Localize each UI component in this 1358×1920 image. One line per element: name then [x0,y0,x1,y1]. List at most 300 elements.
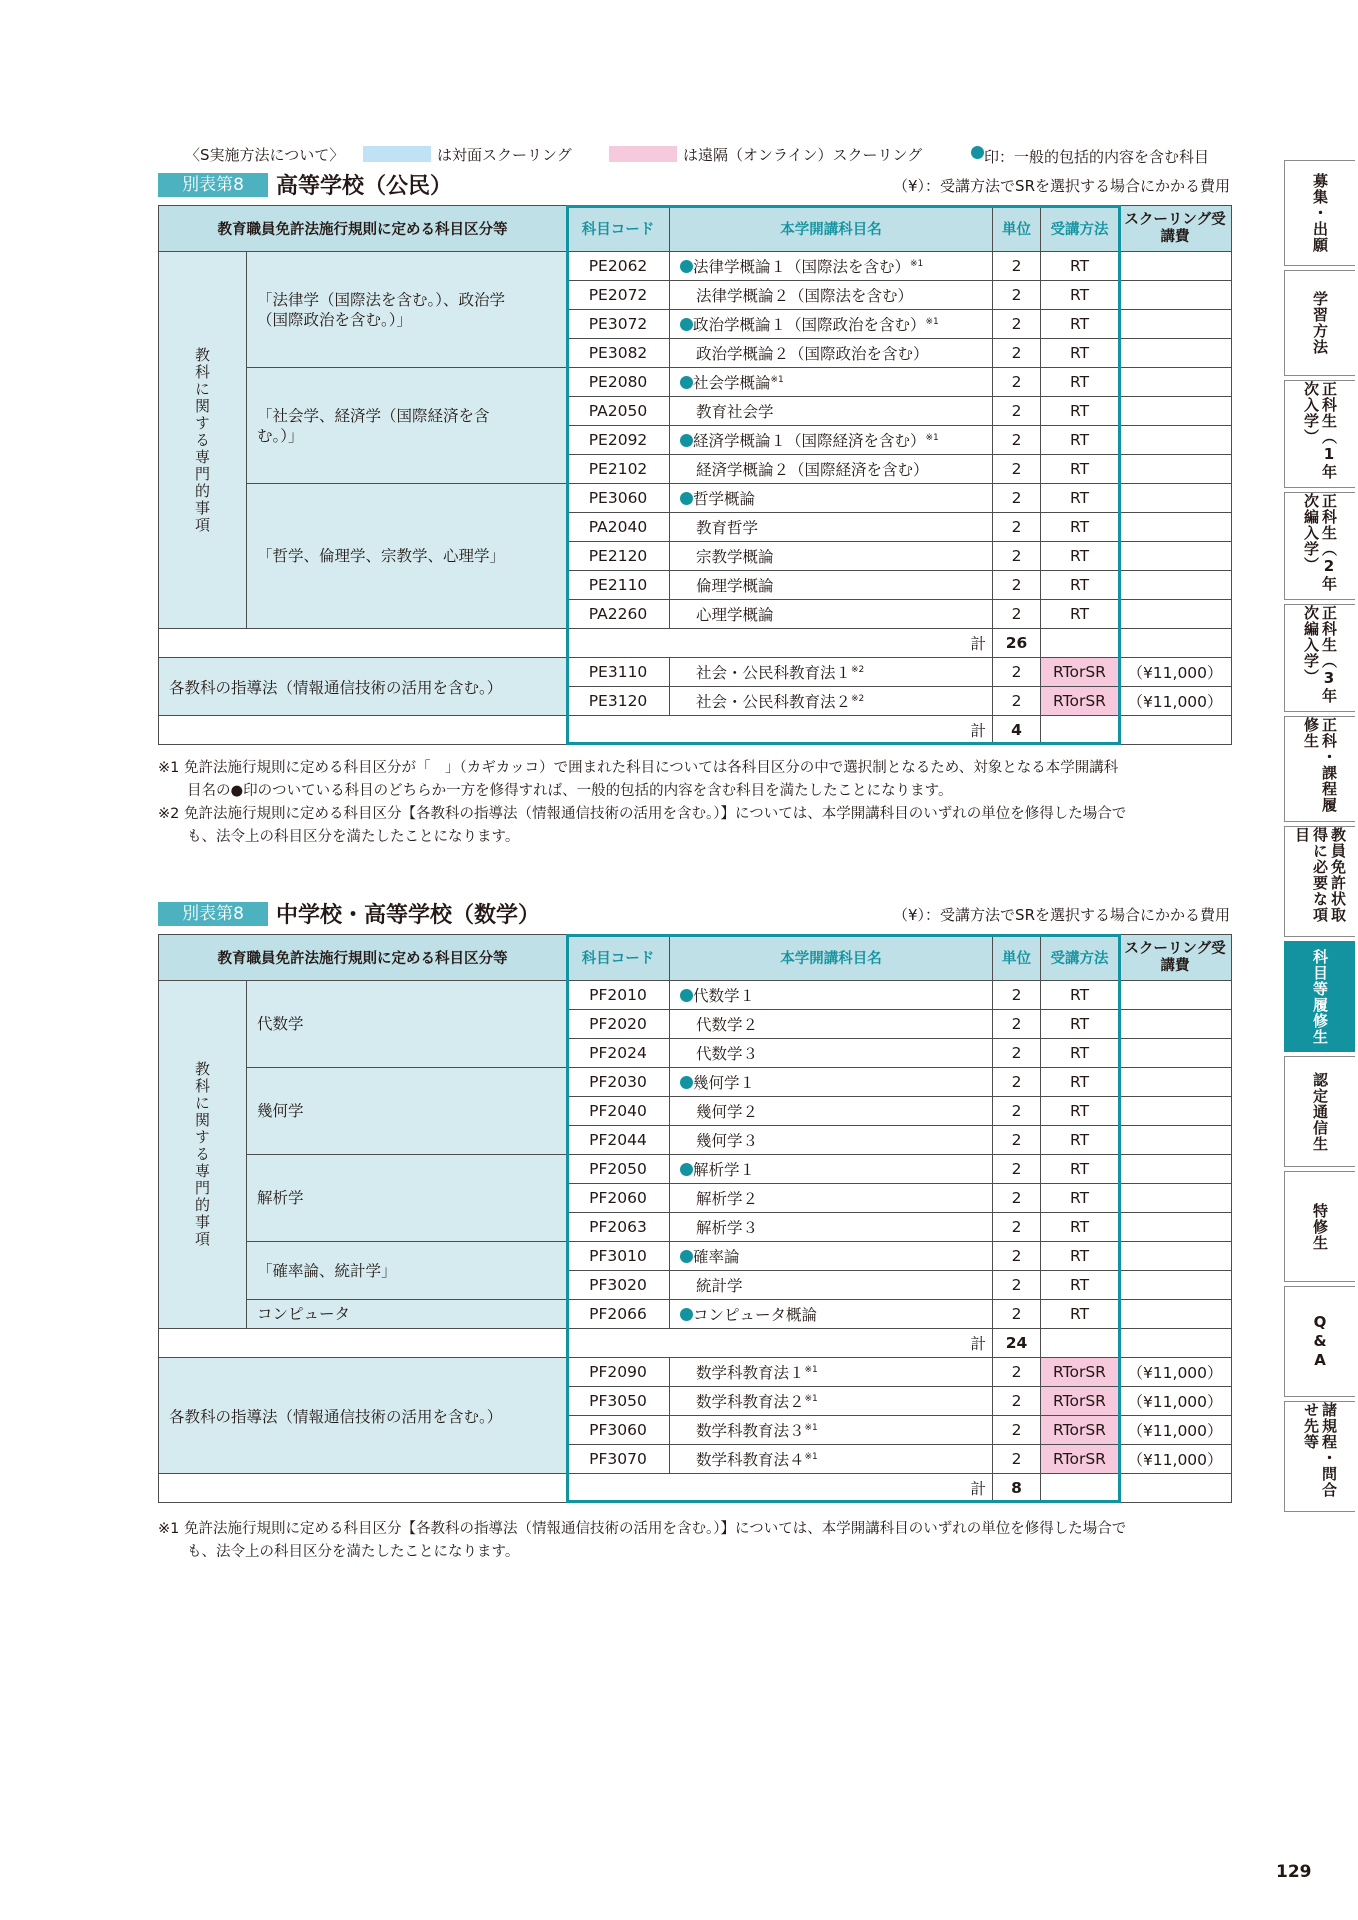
unit-cell: 2 [993,1155,1041,1184]
side-tab-label: 正科・課程履修生 [1302,717,1338,813]
subject-cell [670,1416,993,1445]
table-row [159,1300,1232,1329]
method-cell: RT [1041,981,1119,1010]
footnote: 目名の●印のついている科目のどちらか一方を修得すれば、一般的包括的内容を含む科目を満たしたことになります。 [187,783,953,799]
subject-name: 数学科教育法３ [696,1422,805,1440]
unit-cell: 2 [993,397,1041,426]
blank-cell [1119,629,1232,658]
side-tab[interactable] [1284,160,1355,266]
unit-cell: 2 [993,426,1041,455]
subject-name: 社会・公民科教育法２ [696,693,852,711]
subject-name: 法律学概論１（国際法を含む） [693,258,911,276]
code-header: 科目コード [567,206,670,252]
subject-name: 統計学 [696,1277,743,1295]
fee-cell: （¥11,000） [1119,658,1232,687]
unit-header: 単位 [993,206,1041,252]
method-cell: RTorSR [1041,1358,1119,1387]
fee-cell [1119,397,1232,426]
total-label: 計 [567,716,993,745]
method-header: 受講方法 [1041,935,1119,981]
fee-cell [1119,281,1232,310]
table-row [159,1068,1232,1097]
code-cell: PE2080 [567,368,670,397]
fee-cell [1119,1126,1232,1155]
fee-cell [1119,1097,1232,1126]
section-title: 中学校・高等学校（数学） [276,903,541,928]
subject-cell [670,658,993,687]
vertical-category [159,981,247,1329]
method-category-label: 各教科の指導法（情報通信技術の活用を含む。） [159,1358,567,1474]
category-header: 教育職員免許法施行規則に定める科目区分等 [159,935,567,981]
table-row [159,368,1232,397]
fee-cell: （¥11,000） [1119,1445,1232,1474]
unit-cell: 2 [993,310,1041,339]
code-cell: PA2050 [567,397,670,426]
side-tab[interactable] [1284,604,1355,712]
subject-name: 教育哲学 [696,519,759,537]
code-cell: PF2020 [567,1010,670,1039]
side-tab[interactable] [1284,1056,1355,1167]
method-cell: RT [1041,252,1119,281]
code-cell: PF3070 [567,1445,670,1474]
side-tab[interactable] [1284,270,1355,376]
method-cell: RTorSR [1041,687,1119,716]
dot-icon [680,989,693,1002]
subject-name: 経済学概論１（国際経済を含む） [693,432,926,450]
code-cell: PA2260 [567,600,670,629]
legend-remote: は遠隔（オンライン）スクーリング [683,146,923,164]
blank-cell [159,629,567,658]
total-row [159,1329,1232,1358]
fee-header: スクーリング受講費 [1119,935,1232,981]
dot-icon [680,318,693,331]
side-tab-label: 学習方法 [1311,291,1329,355]
footnote: ※1 免許法施行規則に定める科目区分【各教科の指導法（情報通信技術の活用を含む。）】については、本学開講科目のいずれの単位を修得した場合で [158,1521,1127,1537]
subject-header: 本学開講科目名 [670,935,993,981]
fee-cell [1119,1039,1232,1068]
subject-name: 社会・公民科教育法１ [696,664,852,682]
category-label: 代数学 [247,981,567,1068]
subject-cell [670,426,993,455]
dot-icon [680,1163,693,1176]
note-mark: ※1 [804,1364,818,1375]
note-mark: ※1 [804,1422,818,1433]
fee-cell: （¥11,000） [1119,1416,1232,1445]
note-mark: ※2 [851,664,865,675]
category-label: 幾何学 [247,1068,567,1155]
unit-cell: 2 [993,339,1041,368]
side-tab[interactable] [1284,492,1355,600]
side-tab[interactable] [1284,1286,1355,1397]
unit-cell: 2 [993,252,1041,281]
unit-cell: 2 [993,1242,1041,1271]
total-row [159,629,1232,658]
code-cell: PE2062 [567,252,670,281]
code-cell: PF3020 [567,1271,670,1300]
fee-cell [1119,1155,1232,1184]
subject-cell [670,397,993,426]
blank-cell [1041,1474,1119,1503]
unit-cell: 2 [993,1271,1041,1300]
code-cell: PF2066 [567,1300,670,1329]
method-cell: RT [1041,368,1119,397]
method-cell: RT [1041,1155,1119,1184]
fee-cell: （¥11,000） [1119,1358,1232,1387]
dot-icon [680,1308,693,1321]
category-label: コンピュータ [247,1300,567,1329]
method-cell: RT [1041,1010,1119,1039]
fee-cell [1119,542,1232,571]
side-tab-label: 科目等履修生 [1311,948,1329,1045]
method-cell: RT [1041,1242,1119,1271]
method-cell: RTorSR [1041,658,1119,687]
subject-name: 経済学概論２（国際経済を含む） [696,461,929,479]
table-row [159,484,1232,513]
side-tab[interactable] [1284,380,1355,488]
dot-icon [680,260,693,273]
subject-name: 確率論 [693,1248,740,1266]
code-cell: PE2102 [567,455,670,484]
code-cell: PE3060 [567,484,670,513]
subject-cell [670,1155,993,1184]
note-mark: ※1 [770,374,784,385]
unit-cell: 2 [993,658,1041,687]
side-tab-label: 募集・出願 [1311,173,1329,253]
table-row [159,1242,1232,1271]
subject-cell [670,600,993,629]
fee-cell [1119,484,1232,513]
side-tab[interactable] [1284,1171,1355,1282]
code-cell: PF3060 [567,1416,670,1445]
subject-name: 代数学３ [696,1045,759,1063]
fee-cell [1119,368,1232,397]
unit-cell: 2 [993,1213,1041,1242]
table-row [159,1358,1232,1387]
subject-cell [670,571,993,600]
dot-icon [680,1076,693,1089]
note-mark: ※1 [804,1451,818,1462]
subject-cell [670,339,993,368]
fee-cell [1119,426,1232,455]
legend-dot-note: 印：一般的包括的内容を含む科目 [984,148,1210,166]
side-tab-label: 特修生 [1311,1202,1329,1251]
unit-cell: 2 [993,513,1041,542]
blank-cell [1119,1474,1232,1503]
fee-cell [1119,1010,1232,1039]
side-tab[interactable] [1284,826,1355,937]
subject-name: 解析学２ [696,1190,759,1208]
subject-cell [670,1010,993,1039]
code-cell: PF2010 [567,981,670,1010]
unit-cell: 2 [993,1010,1041,1039]
subject-name: 宗教学概論 [696,548,774,566]
fee-cell: （¥11,000） [1119,1387,1232,1416]
category-header: 教育職員免許法施行規則に定める科目区分等 [159,206,567,252]
fee-note: （¥）：受講方法でSRを選択する場合にかかる費用 [893,906,1230,924]
subject-name: 代数学１ [693,987,756,1005]
fee-cell [1119,981,1232,1010]
blank-cell [1041,629,1119,658]
unit-cell: 2 [993,1445,1041,1474]
fee-cell [1119,1068,1232,1097]
footnote: ※1 免許法施行規則に定める科目区分が「 」（カギカッコ）で囲まれた科目については各科目区分の中で選択制となるため、対象となる本学開講科 [158,760,1119,776]
unit-cell: 2 [993,1300,1041,1329]
subject-name: 政治学概論１（国際政治を含む） [693,316,926,334]
category-label: 「確率論、統計学」 [247,1242,567,1300]
course-table-civics [158,205,1232,745]
subject-name: 倫理学概論 [696,577,774,595]
method-cell: RT [1041,1068,1119,1097]
footnote: ※2 免許法施行規則に定める科目区分【各教科の指導法（情報通信技術の活用を含む。）】については、本学開講科目のいずれの単位を修得した場合で [158,806,1127,822]
subject-cell [670,1068,993,1097]
subject-name: 幾何学１ [693,1074,756,1092]
code-cell: PE2092 [567,426,670,455]
code-header: 科目コード [567,935,670,981]
method-cell: RT [1041,1126,1119,1155]
legend-heading: 〈S実施方法について〉 [185,146,345,164]
method-category-label: 各教科の指導法（情報通信技術の活用を含む。） [159,658,567,716]
side-tab-label: 教員免許状取得に必要な項目 [1293,827,1347,923]
subject-name: 代数学２ [696,1016,759,1034]
footnote: も、法令上の科目区分を満たしたことになります。 [187,829,520,845]
subject-cell [670,1242,993,1271]
dot-icon [680,1250,693,1263]
footnote: も、法令上の科目区分を満たしたことになります。 [187,1544,520,1560]
code-cell: PF3050 [567,1387,670,1416]
fee-cell [1119,1213,1232,1242]
subject-cell [670,1126,993,1155]
method-cell: RT [1041,1039,1119,1068]
method-cell: RT [1041,310,1119,339]
side-tab-label: 正科生（3年次編入学） [1302,605,1338,704]
subject-cell [670,281,993,310]
unit-cell: 2 [993,281,1041,310]
code-cell: PE2072 [567,281,670,310]
page-number: 129 [1276,1862,1312,1882]
section-title: 高等学校（公民） [276,174,453,199]
category-label: 解析学 [247,1155,567,1242]
method-cell: RT [1041,426,1119,455]
blank-cell [1119,1329,1232,1358]
total-row [159,1474,1232,1503]
side-tab-label: 正科生（2年次編入学） [1302,493,1338,592]
side-tab-label: 認定通信生 [1311,1071,1329,1152]
total-row [159,716,1232,745]
subject-name: コンピュータ概論 [693,1306,818,1324]
method-cell: RT [1041,281,1119,310]
fee-header: スクーリング受講費 [1119,206,1232,252]
subject-cell [670,455,993,484]
subject-name: 解析学３ [696,1219,759,1237]
code-cell: PF2044 [567,1126,670,1155]
header-row [159,935,1232,981]
code-cell: PF2050 [567,1155,670,1184]
subject-cell [670,484,993,513]
fee-cell [1119,252,1232,281]
method-cell: RT [1041,513,1119,542]
method-legend [185,142,1230,164]
note-mark: ※1 [925,432,939,443]
table-row [159,981,1232,1010]
unit-cell: 2 [993,1358,1041,1387]
subject-name: 法律学概論２（国際法を含む） [696,287,914,305]
fee-cell [1119,1271,1232,1300]
side-tab-label: 諸規程・問合せ先等 [1302,1402,1338,1498]
code-cell: PF2040 [567,1097,670,1126]
method-cell: RT [1041,600,1119,629]
method-cell: RTorSR [1041,1445,1119,1474]
fee-cell [1119,513,1232,542]
method-cell: RT [1041,339,1119,368]
total-label: 計 [567,1474,993,1503]
subject-name: 幾何学２ [696,1103,759,1121]
vertical-category [159,252,247,629]
code-cell: PF2090 [567,1358,670,1387]
subject-name: 哲学概論 [693,490,756,508]
code-cell: PE3110 [567,658,670,687]
subject-cell [670,513,993,542]
side-tab-label: 正科生（1年次入学） [1302,381,1338,480]
subject-name: 教育社会学 [696,403,774,421]
unit-cell: 2 [993,542,1041,571]
subject-cell [670,1387,993,1416]
note-mark: ※1 [804,1393,818,1404]
total-value: 4 [993,716,1041,745]
vertical-category-label: 教科に関する専門的事項 [193,346,211,534]
total-value: 24 [993,1329,1041,1358]
code-cell: PF2060 [567,1184,670,1213]
blank-cell [1119,716,1232,745]
unit-cell: 2 [993,1387,1041,1416]
table-row [159,1155,1232,1184]
method-cell: RT [1041,1271,1119,1300]
code-cell: PF2024 [567,1039,670,1068]
subject-cell [670,981,993,1010]
code-cell: PA2040 [567,513,670,542]
subject-cell [670,1300,993,1329]
table-row [159,252,1232,281]
course-table-math [158,934,1232,1503]
method-header: 受講方法 [1041,206,1119,252]
method-cell: RT [1041,1300,1119,1329]
code-cell: PE3072 [567,310,670,339]
blank-cell [159,1329,567,1358]
method-cell: RT [1041,484,1119,513]
method-cell: RT [1041,397,1119,426]
dot-icon [680,492,693,505]
subject-name: 幾何学３ [696,1132,759,1150]
method-cell: RT [1041,455,1119,484]
code-cell: PE3082 [567,339,670,368]
unit-cell: 2 [993,1039,1041,1068]
section-tag: 別表第8 [158,173,268,197]
subject-name: 数学科教育法４ [696,1451,805,1469]
method-cell: RT [1041,1184,1119,1213]
subject-name: 心理学概論 [696,606,774,624]
section-header-math [158,900,1230,930]
subject-name: 数学科教育法２ [696,1393,805,1411]
subject-cell [670,1097,993,1126]
method-cell: RT [1041,571,1119,600]
blank-cell [159,1474,567,1503]
subject-cell [670,310,993,339]
subject-cell [670,368,993,397]
dot-icon [680,434,693,447]
dot-icon [971,146,984,159]
unit-cell: 2 [993,1416,1041,1445]
subject-cell [670,1184,993,1213]
unit-cell: 2 [993,571,1041,600]
method-cell: RT [1041,1213,1119,1242]
unit-cell: 2 [993,1068,1041,1097]
total-value: 26 [993,629,1041,658]
unit-cell: 2 [993,368,1041,397]
unit-cell: 2 [993,1126,1041,1155]
fee-cell [1119,1300,1232,1329]
method-cell: RT [1041,542,1119,571]
subject-cell [670,1213,993,1242]
header-row [159,206,1232,252]
unit-cell: 2 [993,600,1041,629]
code-cell: PE3120 [567,687,670,716]
fee-cell [1119,1184,1232,1213]
section-tag: 別表第8 [158,902,268,926]
subject-name: 社会学概論 [693,374,771,392]
subject-cell [670,1271,993,1300]
total-value: 8 [993,1474,1041,1503]
face-to-face-swatch [363,146,431,162]
side-tab-label: Q&A [1311,1313,1329,1370]
unit-cell: 2 [993,1097,1041,1126]
fee-cell: （¥11,000） [1119,687,1232,716]
remote-swatch [609,146,677,162]
vertical-category-label: 教科に関する専門的事項 [193,1061,211,1248]
subject-cell [670,252,993,281]
side-tab[interactable] [1284,941,1355,1052]
unit-cell: 2 [993,687,1041,716]
category-label: 「社会学、経済学（国際経済を含む。）」 [247,368,567,484]
fee-cell [1119,600,1232,629]
code-cell: PF2030 [567,1068,670,1097]
legend-face-to-face: は対面スクーリング [437,146,572,164]
subject-name: 解析学１ [693,1161,756,1179]
subject-cell [670,687,993,716]
method-cell: RTorSR [1041,1387,1119,1416]
blank-cell [1041,1329,1119,1358]
note-mark: ※1 [910,258,924,269]
note-mark: ※2 [851,693,865,704]
subject-name: 数学科教育法１ [696,1364,805,1382]
subject-name: 政治学概論２（国際政治を含む） [696,345,929,363]
side-tab[interactable] [1284,716,1355,822]
fee-cell [1119,310,1232,339]
blank-cell [159,716,567,745]
subject-cell [670,1358,993,1387]
code-cell: PE2110 [567,571,670,600]
fee-cell [1119,339,1232,368]
fee-note: （¥）：受講方法でSRを選択する場合にかかる費用 [893,177,1230,195]
unit-cell: 2 [993,1184,1041,1213]
unit-cell: 2 [993,484,1041,513]
dot-icon [680,376,693,389]
note-mark: ※1 [925,316,939,327]
category-label: 「法律学（国際法を含む。）、政治学（国際政治を含む。）」 [247,252,567,368]
footnotes-math [158,1518,1126,1564]
side-tab[interactable] [1284,1401,1355,1512]
unit-cell: 2 [993,981,1041,1010]
code-cell: PF3010 [567,1242,670,1271]
section-header-civics [158,171,1230,201]
